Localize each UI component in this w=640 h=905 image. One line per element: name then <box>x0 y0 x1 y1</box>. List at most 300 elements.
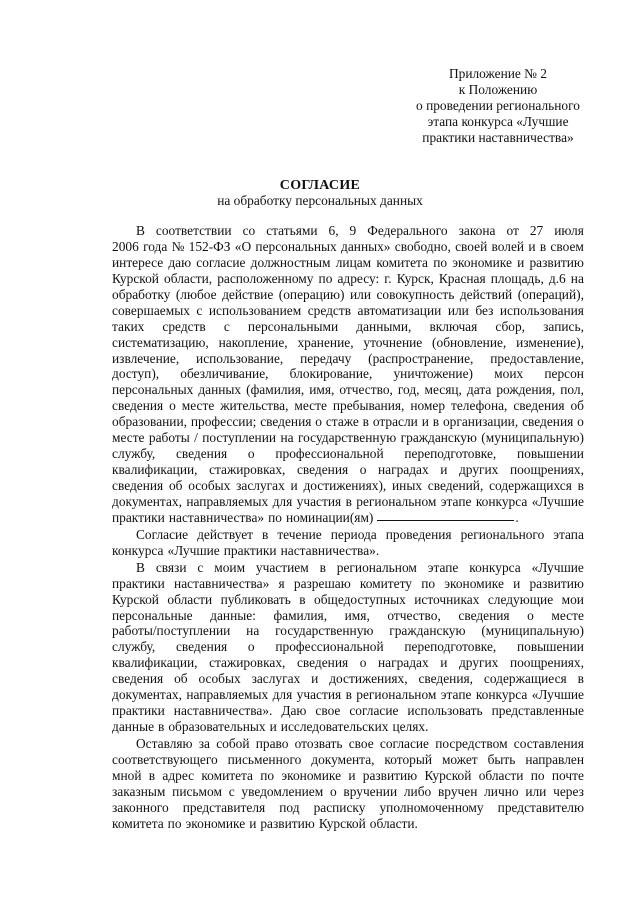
word: о <box>359 462 367 478</box>
word: свое <box>348 736 374 751</box>
word: быть <box>487 751 516 767</box>
word: расположенному <box>217 270 314 286</box>
text-line <box>112 366 584 382</box>
word: развитию <box>529 254 584 270</box>
word: Курской <box>424 767 472 783</box>
text-line <box>112 335 584 351</box>
word: участия <box>296 687 342 703</box>
word: использования <box>499 302 584 318</box>
word: и <box>517 254 525 270</box>
word: посредством <box>435 736 508 751</box>
word: (любое <box>175 286 217 302</box>
word: для <box>272 687 293 703</box>
word: экономике <box>452 254 512 270</box>
word: или <box>349 286 371 302</box>
word: (обновление, <box>432 334 507 350</box>
word: профессиональной <box>275 639 384 655</box>
word: 2006 <box>112 238 139 254</box>
word: региональном <box>356 493 437 509</box>
word: службу, <box>112 639 156 655</box>
text-line <box>112 462 584 478</box>
word: отрасли <box>372 414 418 430</box>
word: сведения <box>112 671 164 687</box>
word: или <box>447 302 469 318</box>
text-line <box>112 239 584 255</box>
word: и <box>440 462 448 478</box>
document-subtitle: на обработку персональных данных <box>217 193 423 208</box>
word: таких <box>112 318 145 334</box>
word: гражданскую <box>389 623 466 639</box>
word: накопление, <box>218 334 288 350</box>
word: по <box>268 509 282 525</box>
word: этапе <box>440 493 472 509</box>
word: собой <box>216 736 250 751</box>
word: согласие <box>379 736 430 751</box>
word: средств <box>162 318 206 334</box>
word: Согласие <box>136 526 189 542</box>
word: рождения, <box>496 382 556 398</box>
word: под <box>279 799 300 815</box>
word: или <box>525 783 547 799</box>
word: уведомлением <box>241 783 324 799</box>
word: отозвать <box>294 736 343 751</box>
word: развитию <box>362 767 418 783</box>
text-line <box>112 255 584 271</box>
word: месте <box>112 430 145 446</box>
word: конкурса <box>469 559 521 575</box>
word: данные <box>112 719 155 735</box>
appendix-header <box>398 66 598 146</box>
word: в <box>539 238 547 254</box>
word: сведения <box>522 414 574 430</box>
word: о <box>169 398 176 414</box>
word: включая <box>429 318 478 334</box>
word: экономике <box>281 767 342 783</box>
word: наставничества». <box>173 703 273 719</box>
word: связи <box>155 559 187 575</box>
word: хранение, <box>297 334 354 350</box>
text-line <box>112 510 584 526</box>
word: обезличивание, <box>180 366 269 382</box>
word: своей <box>455 238 488 254</box>
text-line <box>112 223 584 239</box>
word: документа, <box>311 751 375 767</box>
text-line <box>112 478 584 494</box>
word: (фамилия, <box>246 382 305 398</box>
word: и <box>348 767 356 783</box>
word: профессиональной <box>275 446 384 462</box>
word: письменного <box>227 751 302 767</box>
word: персональных <box>112 382 194 398</box>
word: на <box>246 623 260 639</box>
word: действует <box>197 526 254 542</box>
word: 27 <box>529 223 544 238</box>
word: переподготовке, <box>404 639 497 655</box>
word: стажировках, <box>209 462 286 478</box>
word: наградах <box>377 462 429 478</box>
word: (муниципальную) <box>481 623 584 639</box>
word: в <box>158 719 165 735</box>
word: месяц, <box>424 382 462 398</box>
word: по <box>433 254 448 270</box>
word: (муниципальную) <box>481 430 584 446</box>
word: площадь, <box>490 270 544 286</box>
text-line <box>112 446 584 462</box>
word: в <box>319 559 326 575</box>
word: Курской <box>112 270 159 286</box>
text-line <box>112 687 584 703</box>
word: поощрениях, <box>509 462 584 478</box>
word: конкурса <box>112 542 164 558</box>
word: закона <box>458 223 496 238</box>
text-line <box>112 655 584 671</box>
word: экономике <box>185 815 246 831</box>
word: моим <box>214 559 246 575</box>
word: соответствии <box>155 223 232 238</box>
word: поощрениях, <box>509 655 584 671</box>
word: квалификации, <box>112 655 198 671</box>
word: с <box>228 783 235 799</box>
word: отчество, <box>387 607 441 623</box>
word: разрешаю <box>293 575 351 591</box>
word: «Лучшие <box>531 687 584 703</box>
word: общедоступных <box>314 591 406 607</box>
word: документах, <box>112 493 182 509</box>
word: об <box>570 398 584 414</box>
word: свободно, <box>394 238 451 254</box>
trailing-punctuation: . <box>515 509 519 525</box>
text-line <box>112 382 584 398</box>
word: месте <box>181 398 215 414</box>
word: статьями <box>266 223 318 238</box>
word: в <box>432 414 440 430</box>
word: в <box>262 526 269 542</box>
word: сведения <box>175 446 228 462</box>
word: своем <box>550 238 584 254</box>
word: действий <box>459 286 513 302</box>
word: за <box>198 736 210 751</box>
word: Курской <box>318 815 366 831</box>
word: использовать <box>407 703 483 719</box>
body-paragraph <box>112 223 584 526</box>
word: о <box>247 446 255 462</box>
word: об <box>168 478 183 493</box>
word: течение <box>277 526 322 542</box>
body-paragraph <box>112 736 584 832</box>
word: регионального <box>460 526 545 542</box>
word: следующие <box>487 591 554 607</box>
word: в <box>345 493 352 509</box>
word: волей <box>491 238 525 254</box>
word: данных» <box>341 238 391 254</box>
word: сведения <box>175 639 228 655</box>
body-paragraph <box>112 527 584 559</box>
word: области <box>167 591 213 607</box>
word: наставничества» <box>168 509 265 525</box>
word: и <box>290 478 298 493</box>
word: с <box>223 318 230 334</box>
word: этапе <box>440 687 472 703</box>
text-line <box>112 592 584 608</box>
word: стажировках, <box>209 655 286 671</box>
word: о <box>359 655 367 671</box>
word: заслугах <box>236 478 285 493</box>
word: на <box>280 430 294 446</box>
word: источниках <box>414 591 480 607</box>
word: персон <box>544 366 584 382</box>
text-line <box>112 703 584 719</box>
word: наградах <box>377 655 429 671</box>
word: участием <box>255 559 309 575</box>
word: совершаемых <box>112 302 190 318</box>
word: экономике <box>444 575 504 591</box>
text-line <box>112 430 584 446</box>
word: блокирование, <box>289 366 373 382</box>
document-body <box>112 223 584 832</box>
word: области. <box>369 815 418 831</box>
word: повышении <box>517 446 584 462</box>
word: «Лучшие <box>531 559 584 575</box>
word: использование, <box>196 350 284 366</box>
word: направляемых <box>186 493 269 509</box>
word: соответствующего <box>112 751 218 767</box>
text-line <box>112 494 584 510</box>
nomination-blank-field <box>377 510 514 521</box>
word: и <box>440 655 448 671</box>
word: Федерального <box>367 223 448 238</box>
word: проведения <box>385 526 452 542</box>
word: содержащихся <box>489 478 572 493</box>
document-title: СОГЛАСИЕ <box>279 178 361 193</box>
word: телефона, <box>450 398 508 414</box>
word: представленные <box>491 703 584 719</box>
word: конкурса <box>475 687 528 703</box>
word: работы/поступлении <box>112 623 231 639</box>
word: особых <box>188 478 231 493</box>
word: и <box>311 671 319 687</box>
word: о <box>247 639 255 655</box>
word: сведения <box>260 414 312 430</box>
word: направлен <box>525 751 584 767</box>
word: о <box>329 783 337 799</box>
word: комитета <box>376 254 429 270</box>
word: должностным <box>250 254 331 270</box>
word: содержащиеся <box>483 671 567 687</box>
word: области <box>478 767 524 783</box>
word: предоставление, <box>490 350 584 366</box>
word: и <box>269 719 277 735</box>
word: пребывания, <box>332 398 405 414</box>
word: г. <box>384 270 392 286</box>
word: согласие <box>349 703 399 719</box>
word: области, <box>164 270 213 286</box>
text-line <box>112 351 584 367</box>
word: комитета <box>201 767 253 783</box>
word: персональными <box>247 318 339 334</box>
word: с <box>196 302 203 318</box>
word: наставничества». <box>280 542 380 558</box>
word: развитию <box>529 575 584 591</box>
word: об <box>174 671 188 687</box>
word: конкурса <box>475 493 528 509</box>
word: исследовательских <box>280 719 389 735</box>
word: действие <box>222 286 274 302</box>
appendix-line: к Положению <box>458 82 538 97</box>
word: месте <box>551 607 584 623</box>
word: сведения <box>458 607 510 623</box>
word: этапа <box>553 526 584 542</box>
word: данных <box>198 382 242 398</box>
word: направляемых <box>186 687 269 703</box>
text-line <box>112 319 584 335</box>
word: имя, <box>344 607 370 623</box>
text-line <box>112 671 584 687</box>
word: (распространение, <box>368 350 474 366</box>
word: 9 <box>349 223 357 238</box>
word: который <box>384 751 432 767</box>
word: совокупность <box>376 286 455 302</box>
word: / <box>194 430 198 446</box>
word: о <box>527 607 534 623</box>
word: практики <box>112 575 165 591</box>
word: периода <box>330 526 377 542</box>
word: использованием <box>208 302 302 318</box>
text-line <box>112 527 584 543</box>
word: поступлении <box>202 430 277 446</box>
word: средств <box>307 302 352 318</box>
word: (операцию) <box>278 286 345 302</box>
appendix-line: о проведении регионального <box>416 98 580 113</box>
word: согласие <box>196 254 246 270</box>
word: региональном <box>336 559 417 575</box>
appendix-line: практики наставничества» <box>422 130 574 145</box>
text-line <box>112 639 584 655</box>
word: образовательных <box>168 719 266 735</box>
word: данными, <box>356 318 412 334</box>
word: персональные <box>112 607 193 623</box>
word: в <box>362 414 369 430</box>
word: адрес <box>162 767 195 783</box>
word: без <box>475 302 494 318</box>
word: в <box>577 478 584 493</box>
word: образовании, <box>112 414 187 430</box>
word: по <box>260 767 275 783</box>
text-line <box>112 414 584 430</box>
word: д.6 <box>548 270 566 286</box>
word: со <box>242 223 256 238</box>
word: заслугах <box>251 671 301 687</box>
word: с <box>197 559 204 575</box>
word: сведения, <box>418 671 474 687</box>
word: в <box>345 687 352 703</box>
word: года <box>143 238 168 254</box>
text-line <box>112 768 584 784</box>
word: представителю <box>497 799 584 815</box>
word: наставничества» <box>174 575 270 591</box>
word: заказным <box>112 783 166 799</box>
word: в <box>148 767 156 783</box>
word: сведения <box>296 655 349 671</box>
word: автоматизации <box>357 302 442 318</box>
appendix-line: этапа конкурса «Лучшие <box>427 114 569 129</box>
word: данные: <box>210 607 256 623</box>
word: месте <box>294 398 327 414</box>
word: развитию <box>260 815 315 831</box>
word: и <box>421 414 429 430</box>
word: повышении <box>517 639 584 655</box>
word: по <box>421 575 436 591</box>
text-line <box>112 271 584 287</box>
word: уполномоченному <box>379 799 484 815</box>
word: документах, <box>112 687 182 703</box>
body-paragraph <box>112 560 584 735</box>
word: представителя <box>182 799 266 815</box>
word: комитета <box>112 815 164 831</box>
word: составления <box>513 736 584 751</box>
word: расписку <box>313 799 366 815</box>
word: о <box>315 414 322 430</box>
text-line <box>112 752 584 768</box>
word: особых <box>198 671 241 687</box>
word: целях. <box>392 719 429 735</box>
word: имя, <box>309 382 335 398</box>
word: лично <box>484 783 519 799</box>
word: от <box>506 223 519 238</box>
word: других <box>458 655 499 671</box>
word: сведения <box>513 398 565 414</box>
text-line <box>112 543 584 559</box>
word: июля <box>554 223 584 238</box>
word: я <box>278 575 285 591</box>
word: персональных <box>255 238 337 254</box>
word: дата <box>466 382 492 398</box>
word: публиковать <box>220 591 291 607</box>
word: уничтожение) <box>393 366 474 382</box>
word: извлечение, <box>112 350 180 366</box>
word: и <box>249 815 257 831</box>
word: о <box>577 414 584 430</box>
word: передачу <box>300 350 352 366</box>
word: даю <box>168 254 192 270</box>
word: систематизацию, <box>112 334 209 350</box>
word: для <box>272 493 293 509</box>
word: профессии; <box>190 414 257 430</box>
word: на <box>570 270 584 286</box>
word: «Лучшие <box>167 542 220 558</box>
word: может <box>441 751 478 767</box>
text-line <box>112 719 584 735</box>
word: обработку <box>112 286 171 302</box>
word: Красная <box>438 270 486 286</box>
word: доступ), <box>112 366 160 382</box>
word: В <box>136 223 145 238</box>
text-line <box>112 287 584 303</box>
word: либо <box>403 783 432 799</box>
text-line <box>112 303 584 319</box>
word: интересе <box>112 254 164 270</box>
word: и <box>513 575 521 591</box>
word: номер <box>410 398 446 414</box>
word: свое <box>315 703 341 719</box>
word: этапе <box>427 559 459 575</box>
word: мои <box>561 591 584 607</box>
word: год, <box>397 382 420 398</box>
word: Даю <box>281 703 307 719</box>
text-line <box>112 784 584 800</box>
word: «О <box>234 238 252 254</box>
word: номинации(ям) <box>285 509 374 525</box>
word: лицам <box>335 254 372 270</box>
